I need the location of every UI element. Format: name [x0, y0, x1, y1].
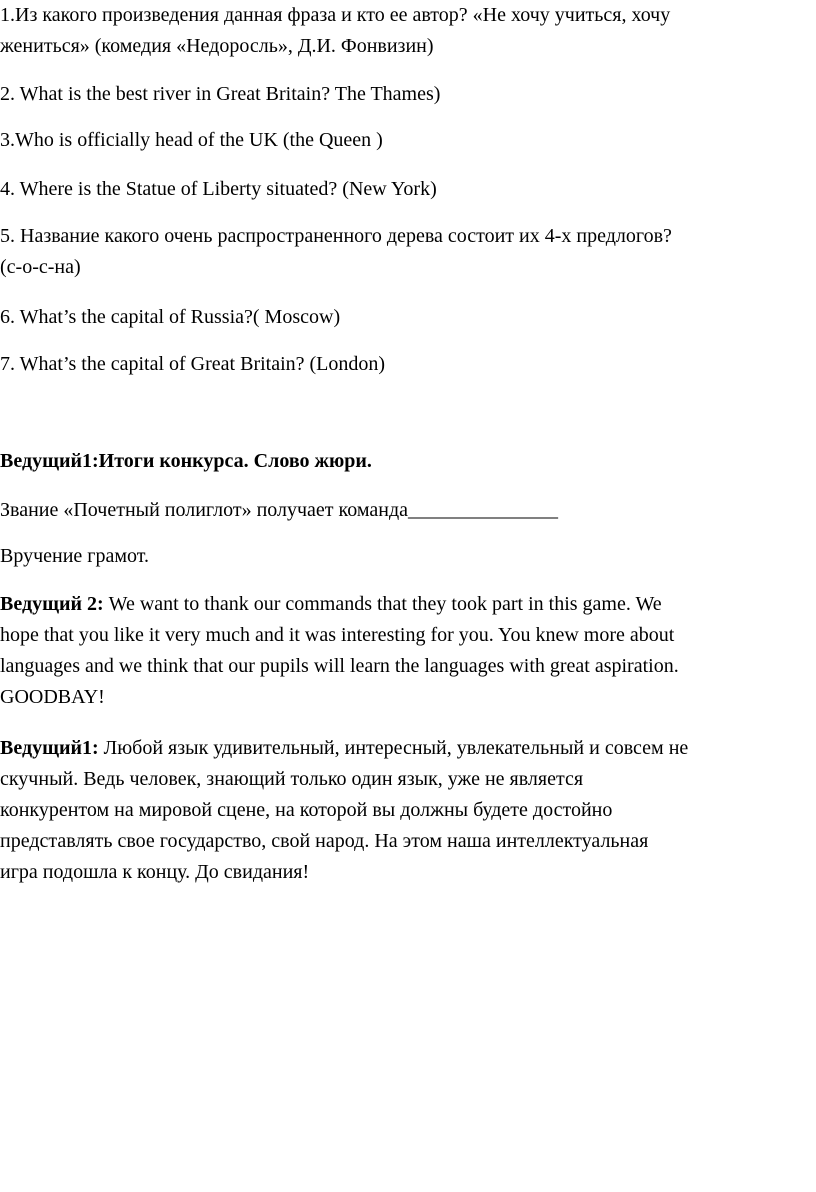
question-1-line-2: жениться» (комедия «Недоросль», Д.И. Фонвизин)	[0, 35, 434, 57]
host-2-line-1-text: We want to thank our commands that they took part in this game. We	[103, 593, 662, 615]
host-1-line-3: конкурентом на мировой сцене, на которой вы должны будете достойно	[0, 799, 613, 821]
question-5-line-2: (с-о-с-на)	[0, 256, 81, 278]
host-1-line-1	[0, 733, 812, 764]
award-text: Звание «Почетный полиглот» получает команда	[0, 499, 409, 521]
host-1-line-4: представлять свое государство, свой народ. На этом наша интеллектуальная	[0, 830, 649, 852]
host-2-line-2: hope that you like it very much and it was interesting for you. You knew more about	[0, 624, 675, 646]
question-5-line-1: 5. Название какого очень распространенного дерева состоит их 4-х предлогов?	[0, 225, 672, 247]
question-6: 6. What’s the capital of Russia?( Moscow)	[0, 306, 341, 328]
question-2: 2. What is the best river in Great Britain? The Thames)	[0, 83, 441, 105]
host-1-final-speech	[0, 733, 812, 888]
host-2-line-4: GOODBAY!	[0, 686, 105, 708]
question-1	[0, 0, 812, 62]
team-name-blank: _______________	[408, 499, 559, 521]
diplomas-text: Вручение грамот.	[0, 545, 150, 567]
award-announcement	[0, 495, 812, 526]
question-7: 7. What’s the capital of Great Britain? (London)	[0, 353, 386, 375]
host-2-speech	[0, 589, 812, 713]
question-4: 4. Where is the Statue of Liberty situated? (New York)	[0, 178, 437, 200]
question-1-line-1: 1.Из какого произведения данная фраза и кто ее автор? «Не хочу учиться, хочу	[0, 4, 671, 26]
question-5	[0, 221, 812, 283]
host-1-line-2: скучный. Ведь человек, знающий только один язык, уже не является	[0, 768, 584, 790]
host-2-line-3: languages and we think that our pupils will learn the languages with great aspiration.	[0, 655, 679, 677]
host-1-line-1-text: Любой язык удивительный, интересный, увлекательный и совсем не	[98, 737, 689, 759]
host-1-line-5: игра подошла к концу. До свидания!	[0, 861, 310, 883]
question-3: 3.Who is officially head of the UK (the Queen )	[0, 129, 383, 151]
host-2-speaker: Ведущий 2:	[0, 593, 104, 615]
host-2-line-1	[0, 589, 812, 620]
host-1-speaker: Ведущий1:	[0, 737, 99, 759]
results-heading: Ведущий1:Итоги конкурса. Слово жюри.	[0, 450, 372, 472]
